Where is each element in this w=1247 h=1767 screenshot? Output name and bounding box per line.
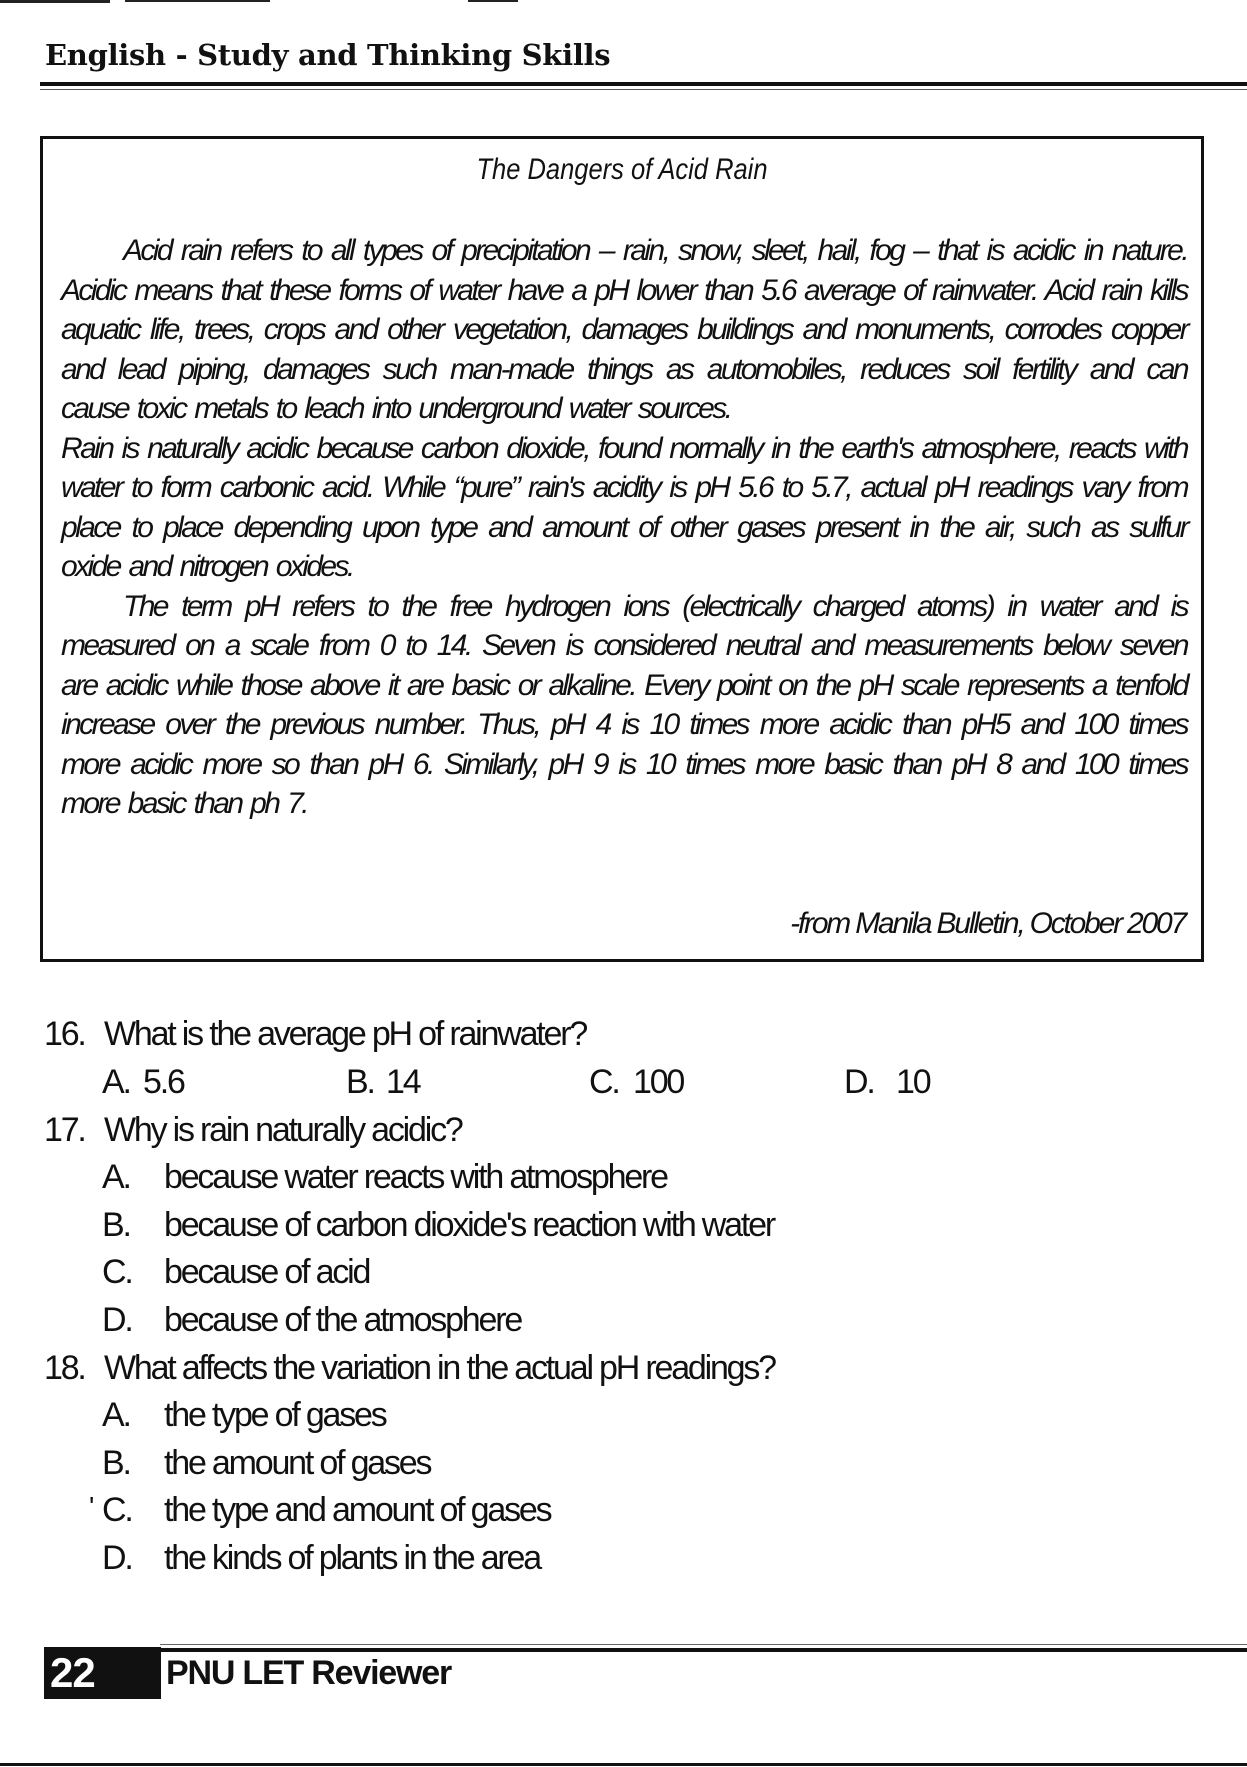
header-rule bbox=[40, 82, 1247, 86]
question-16 bbox=[44, 1010, 1144, 1106]
question-stem bbox=[44, 1344, 1144, 1392]
option-text: because of the atmosphere bbox=[164, 1300, 522, 1339]
header-rule-thin bbox=[40, 89, 1247, 90]
running-header-title: English - Study and Thinking Skills bbox=[45, 38, 611, 72]
passage-paragraph: The term pH refers to the free hydrogen ions (electrically charged atoms) in water and is measured on a scale from 0 to 14. Seven is considered neutral and measurements below seven are acidic while those above it are basic or alkaline. Every point on the pH scale represents a tenfold increase over the previous number. Thus, pH 4 is 10 times more acidic than pH5 and 100 times more acidic more so than pH 6. Similarly, pH 9 is 10 times more basic than pH 8 and 100 times more basic than ph 7. bbox=[61, 589, 1187, 820]
option-letter: C. bbox=[589, 1063, 619, 1101]
option-text: the type and amount of gases bbox=[164, 1491, 551, 1529]
option-text: 100 bbox=[633, 1063, 684, 1101]
answer-options bbox=[44, 1154, 1144, 1344]
footer-rule-thin bbox=[160, 1644, 1247, 1645]
answer-option[interactable] bbox=[844, 1058, 929, 1106]
option-text: 5.6 bbox=[143, 1063, 184, 1101]
option-letter: A. bbox=[102, 1158, 130, 1196]
answer-option-marked[interactable] bbox=[44, 1487, 1144, 1535]
answer-options bbox=[44, 1058, 1144, 1106]
option-letter: B. bbox=[102, 1205, 130, 1244]
passage-source: -from Manila Bulletin, October 2007 bbox=[790, 907, 1185, 940]
option-letter: D. bbox=[844, 1063, 874, 1101]
question-number: 17. bbox=[44, 1111, 85, 1149]
question-list bbox=[44, 1010, 1144, 1582]
answer-option[interactable] bbox=[346, 1058, 419, 1106]
reading-passage-box bbox=[40, 136, 1204, 962]
answer-option[interactable] bbox=[44, 1249, 1144, 1297]
option-letter: B. bbox=[102, 1443, 130, 1482]
question-stem bbox=[44, 1106, 1144, 1154]
question-18 bbox=[44, 1344, 1144, 1582]
question-number: 18. bbox=[44, 1349, 85, 1387]
question-17 bbox=[44, 1106, 1144, 1344]
scan-artifact bbox=[0, 0, 110, 3]
option-text: 10 bbox=[896, 1063, 930, 1101]
option-text: because of carbon dioxide's reaction with water bbox=[164, 1205, 774, 1244]
answer-option[interactable] bbox=[589, 1058, 683, 1106]
option-text: because water reacts with atmosphere bbox=[164, 1158, 667, 1196]
option-text: 14 bbox=[386, 1063, 420, 1101]
footer-rule bbox=[160, 1648, 1247, 1652]
question-stem bbox=[44, 1010, 1144, 1058]
option-letter: D. bbox=[102, 1300, 132, 1339]
page-bottom-edge bbox=[0, 1763, 1247, 1766]
scan-artifact bbox=[468, 0, 518, 2]
passage-title: The Dangers of Acid Rain bbox=[476, 153, 768, 186]
option-letter: A. bbox=[102, 1396, 130, 1434]
option-letter: A. bbox=[102, 1063, 130, 1101]
option-letter: C. bbox=[102, 1491, 132, 1529]
scan-artifact bbox=[125, 0, 270, 2]
pen-tick-mark: ' bbox=[89, 1491, 93, 1522]
option-text: the amount of gases bbox=[164, 1443, 431, 1482]
answer-option[interactable] bbox=[44, 1154, 1144, 1202]
question-number: 16. bbox=[44, 1015, 85, 1053]
option-letter: C. bbox=[102, 1253, 132, 1291]
option-text: the type of gases bbox=[164, 1396, 386, 1434]
answer-option[interactable] bbox=[44, 1297, 1144, 1345]
option-text: because of acid bbox=[164, 1253, 370, 1291]
answer-option[interactable] bbox=[44, 1440, 1144, 1488]
answer-options bbox=[44, 1392, 1144, 1582]
option-text: the kinds of plants in the area bbox=[164, 1538, 540, 1577]
page-number-badge: 22 bbox=[44, 1647, 161, 1699]
answer-option[interactable] bbox=[44, 1392, 1144, 1440]
question-text: What affects the variation in the actual pH readings? bbox=[104, 1349, 775, 1387]
footer-book-title: PNU LET Reviewer bbox=[166, 1654, 452, 1692]
passage-paragraph: Rain is naturally acidic because carbon dioxide, found normally in the earth's atmosphere, reacts with water to form carbonic acid. While “pure” rain's acidity is pH 5.6 to 5.7, actual pH readings vary from place to place depending upon type and amount of other gases present in the air, such as sulfur oxide and nitrogen oxides. bbox=[61, 431, 1187, 583]
answer-option[interactable] bbox=[102, 1058, 184, 1106]
answer-option[interactable] bbox=[44, 1202, 1144, 1250]
question-text: Why is rain naturally acidic? bbox=[104, 1111, 462, 1149]
answer-option[interactable] bbox=[44, 1535, 1144, 1583]
option-letter: B. bbox=[346, 1063, 374, 1101]
passage-body bbox=[61, 231, 1187, 824]
option-letter: D. bbox=[102, 1538, 132, 1577]
question-text: What is the average pH of rainwater? bbox=[104, 1015, 587, 1053]
passage-paragraph: Acid rain refers to all types of precipitation – rain, snow, sleet, hail, fog – that is acidic in nature. Acidic means that these forms of water have a pH lower than 5.6 average of rainwater. Acid rain kills aquatic life, trees, crops and other vegetation, damages buildings and monuments, corrodes copper and lead piping, damages such man-made things as automobiles, reduces soil fertility and can cause toxic metals to leach into underground water sources. bbox=[61, 234, 1187, 425]
